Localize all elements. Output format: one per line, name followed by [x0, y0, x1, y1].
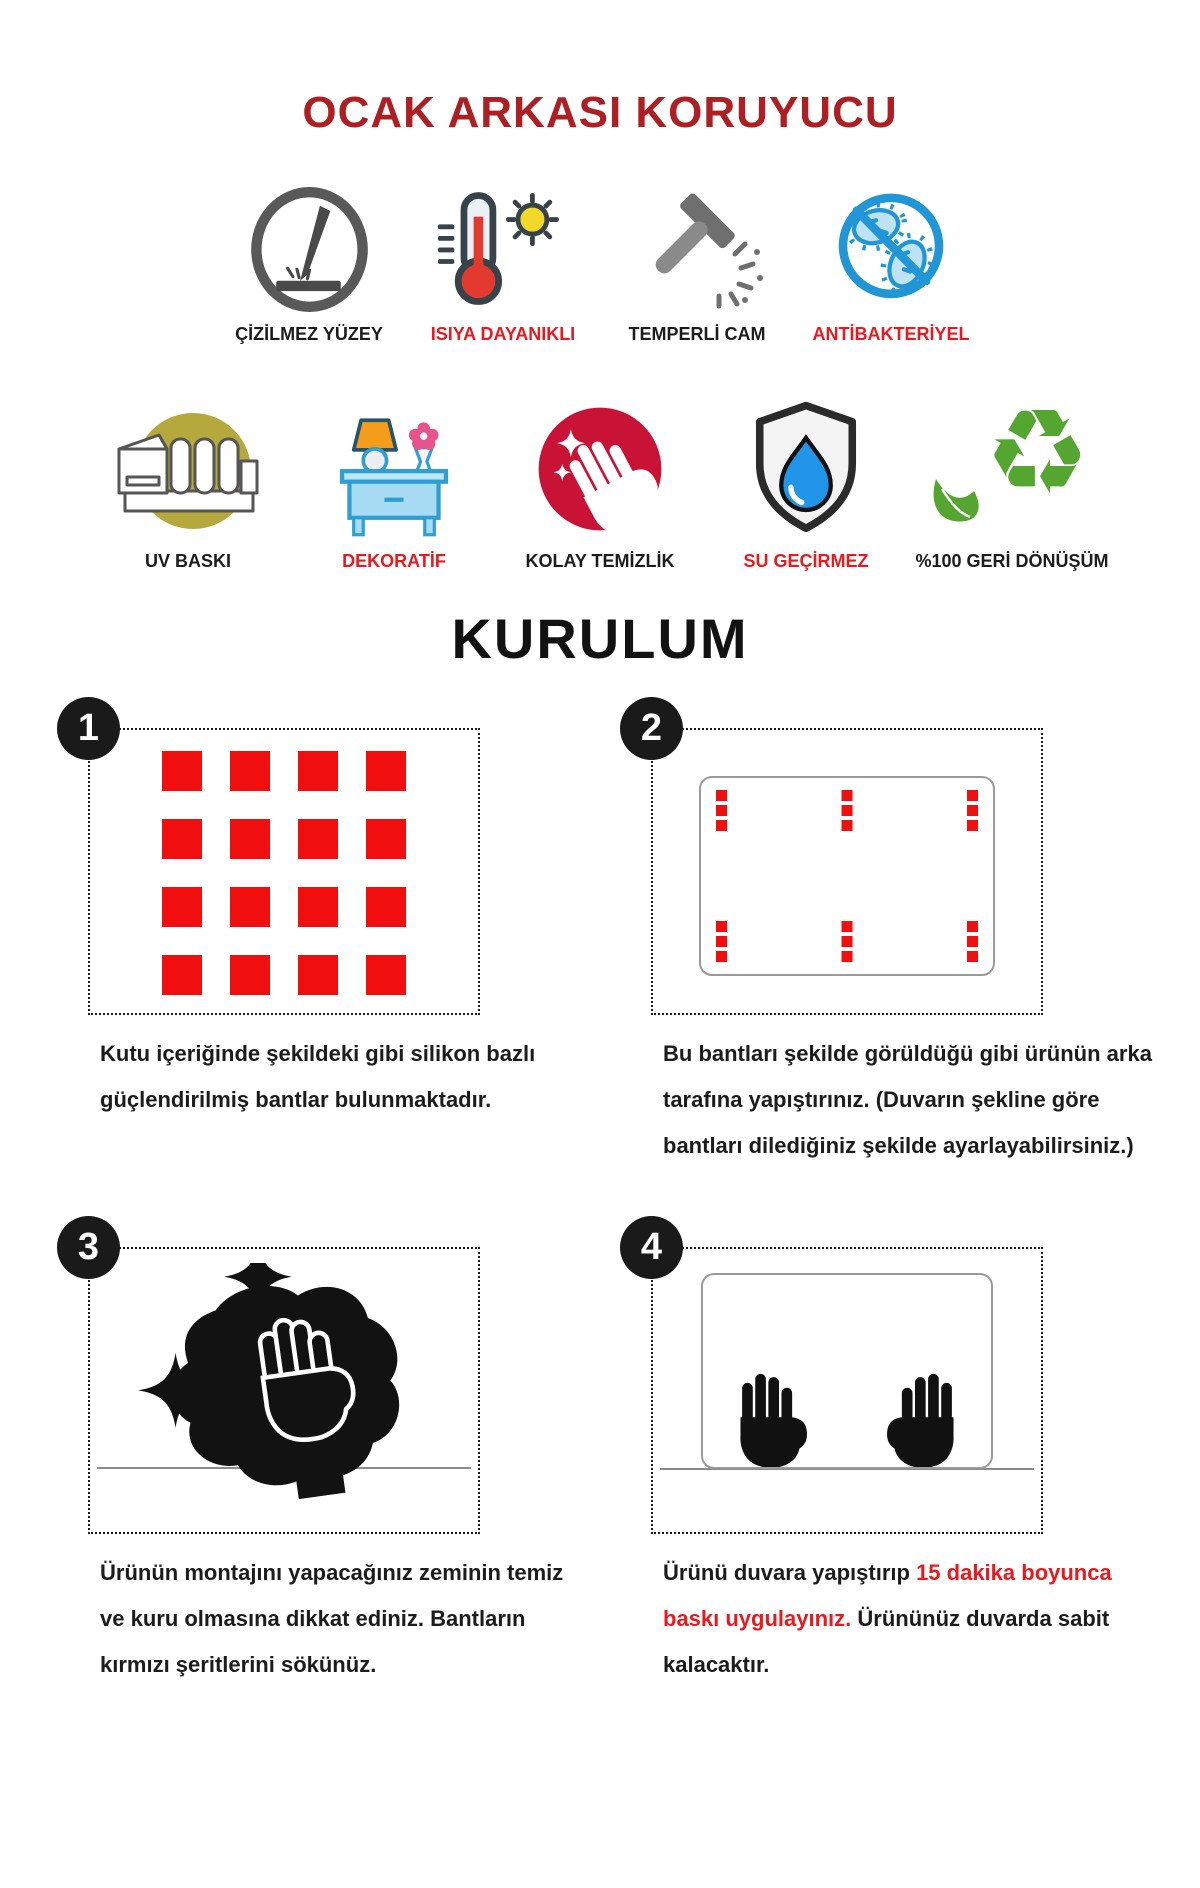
feature-uv-print — [94, 391, 282, 572]
tape-cluster — [716, 790, 727, 831]
step-4-text — [663, 1550, 1155, 1689]
feature-row-2 — [0, 383, 1200, 572]
silicone-pad — [162, 955, 202, 995]
recyclable-icon — [932, 383, 1092, 539]
tape-cluster — [842, 790, 853, 831]
step-4-text-suffix: Ürününüz duvarda sabit kalacaktır. — [663, 1605, 1110, 1677]
antibacterial-icon — [827, 180, 955, 312]
tape-square — [842, 921, 853, 932]
step-2 — [620, 697, 1152, 1170]
step-2-text: Bu bantları şekilde görüldüğü gibi ürünün arka tarafına yapıştırınız. (Duvarın şekline göre bantları dilediğiniz şekilde ayarlayabilirsiniz.) — [663, 1041, 1152, 1159]
tape-square — [842, 805, 853, 816]
scratch-proof-icon — [247, 180, 372, 312]
feature-label: UV BASKI — [144, 551, 231, 571]
product-info-sheet — [0, 88, 1200, 1888]
step-2-number-badge: 2 — [620, 697, 683, 760]
step-1-figure — [88, 728, 480, 1015]
step-2-figure — [651, 728, 1043, 1015]
step-4 — [620, 1216, 1143, 1689]
feature-recyclable — [915, 383, 1109, 572]
install-steps — [57, 697, 1152, 1688]
silicone-pad — [366, 955, 406, 995]
step-3-number-badge: 3 — [57, 1216, 120, 1279]
feature-row-1 — [0, 180, 1200, 345]
feature-heat-resistant — [419, 180, 587, 345]
tape-square — [842, 951, 853, 962]
recycle-symbol-icon: ♻ — [984, 383, 1090, 521]
feature-easy-clean — [506, 391, 694, 572]
silicone-pad — [230, 819, 270, 859]
step-1-number-badge: 1 — [57, 697, 120, 760]
feature-label: DEKORATİF — [342, 551, 446, 571]
install-heading: KURULUM — [451, 607, 749, 670]
feature-label: ANTİBAKTERİYEL — [812, 324, 970, 344]
feature-decorative — [300, 391, 488, 572]
tape-cluster — [716, 921, 727, 962]
tape-square — [842, 820, 853, 831]
tape-square — [716, 921, 727, 932]
tape-square — [716, 820, 727, 831]
silicone-pad — [162, 819, 202, 859]
silicone-pad — [162, 751, 202, 791]
feature-label: %100 GERİ DÖNÜŞÜM — [915, 551, 1109, 571]
silicone-pad — [230, 955, 270, 995]
tape-square — [842, 936, 853, 947]
step-4-text-highlight: 15 dakika boyunca baskı uygulayınız. — [663, 1559, 1112, 1631]
heat-resistant-icon — [436, 180, 571, 312]
tape-square — [716, 936, 727, 947]
tape-square — [967, 805, 978, 816]
feature-label: SU GEÇİRMEZ — [743, 551, 869, 571]
tape-square — [967, 921, 978, 932]
step-4-number-badge: 4 — [620, 1216, 683, 1279]
feature-scratch-proof — [225, 180, 393, 345]
silicone-pad — [298, 955, 338, 995]
tape-square — [716, 951, 727, 962]
silicone-pad — [230, 751, 270, 791]
feature-label: TEMPERLİ CAM — [628, 324, 766, 344]
step-3-text: Ürünün montajını yapacağınız zeminin temiz ve kuru olmasına dikkat ediniz. Bantların kırmızı şeritlerini sökünüz. — [100, 1559, 564, 1677]
silicone-pad — [366, 819, 406, 859]
step-1-text: Kutu içeriğinde şekildeki gibi silikon bazlı güçlendirilmiş bantlar bulunmaktadır. — [100, 1041, 536, 1113]
product-back-panel — [699, 776, 995, 976]
right-hand-icon — [883, 1369, 965, 1469]
page-title: OCAK ARKASI KORUYUCU — [302, 88, 898, 137]
decorative-icon — [314, 391, 474, 539]
leaf-icon — [928, 471, 992, 533]
step-1 — [57, 697, 580, 1170]
tape-square — [842, 790, 853, 801]
silicone-pad — [162, 887, 202, 927]
tape-cluster — [842, 921, 853, 962]
step-4-figure — [651, 1247, 1043, 1534]
cleaning-hand-icon — [128, 1263, 428, 1519]
tape-cluster — [967, 790, 978, 831]
silicone-pads-grid — [162, 751, 406, 995]
tape-square — [967, 820, 978, 831]
tape-square — [716, 790, 727, 801]
silicone-pad — [298, 819, 338, 859]
easy-clean-icon — [530, 391, 670, 539]
uv-print-icon — [101, 391, 276, 539]
left-hand-icon — [729, 1369, 811, 1469]
pressed-panel — [701, 1273, 993, 1469]
tape-cluster — [967, 921, 978, 962]
feature-label: ÇİZİLMEZ YÜZEY — [235, 324, 383, 344]
step-3 — [57, 1216, 580, 1689]
feature-waterproof — [712, 391, 900, 572]
tempered-glass-icon — [627, 180, 767, 312]
waterproof-icon — [741, 391, 871, 539]
feature-label: KOLAY TEMİZLİK — [525, 551, 675, 571]
tape-square — [967, 951, 978, 962]
silicone-pad — [366, 751, 406, 791]
silicone-pad — [298, 751, 338, 791]
silicone-pad — [366, 887, 406, 927]
tape-square — [967, 790, 978, 801]
feature-label: ISIYA DAYANIKLI — [430, 324, 576, 344]
feature-tempered-glass — [613, 180, 781, 345]
feature-antibacterial — [807, 180, 975, 345]
silicone-pad — [230, 887, 270, 927]
step-4-text-prefix: Ürünü duvara yapıştırıp — [663, 1559, 917, 1585]
tape-square — [716, 805, 727, 816]
step-3-figure — [88, 1247, 480, 1534]
silicone-pad — [298, 887, 338, 927]
tape-square — [967, 936, 978, 947]
